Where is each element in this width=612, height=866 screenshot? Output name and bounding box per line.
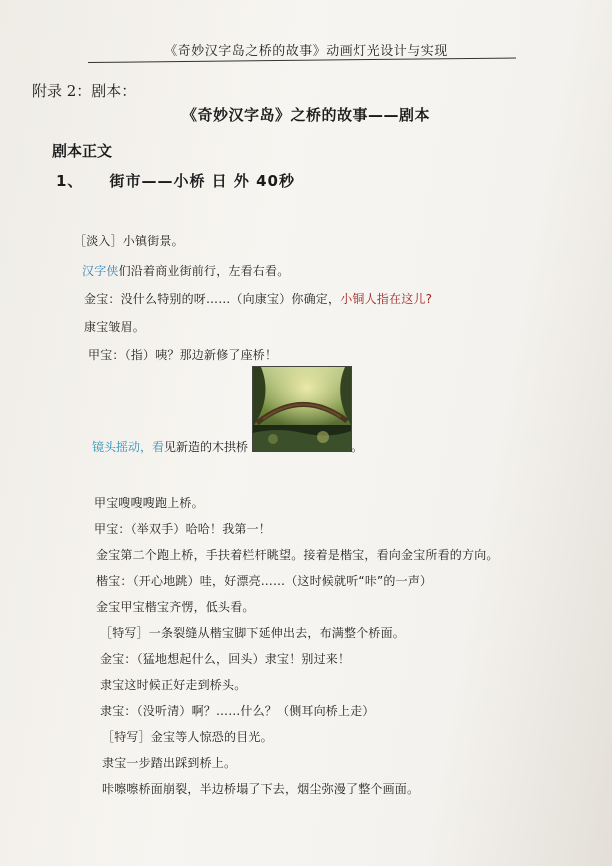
script-line: 隶宝一步踏出踩到桥上。: [102, 756, 237, 770]
script-line-text: 们沿着商业街前行，左看右看。: [118, 264, 290, 278]
highlighted-name: 汉字侠: [82, 264, 119, 278]
scene-text: 街市——小桥 日 外 40秒: [109, 172, 295, 190]
section-label: 剧本正文: [52, 142, 113, 160]
script-line-text: 金宝：没什么特别的呀……（向康宝）你确定，: [84, 292, 341, 306]
bridge-image-icon: [253, 367, 351, 451]
caption-text: 见新造的木拱桥: [164, 440, 249, 454]
highlighted-line: 小铜人指在这儿?: [340, 292, 433, 306]
script-line: 甲宝嗖嗖嗖跑上桥。: [94, 496, 204, 510]
script-line: 金宝第二个跑上桥，手扶着栏杆眺望。接着是楷宝，看向金宝所看的方向。: [96, 548, 499, 562]
running-header: 《奇妙汉字岛之桥的故事》动画灯光设计与实现: [164, 44, 448, 59]
scene-heading: [56, 170, 295, 191]
script-line: 咔嚓嚓桥面崩裂，半边桥塌了下去，烟尘弥漫了整个画面。: [102, 782, 420, 796]
script-line: 楷宝：（开心地跳）哇，好漂亮……（这时候就听“咔”的一声）: [96, 574, 433, 588]
caption-line: [92, 438, 248, 455]
script-line: ［特写］金宝等人惊恐的目光。: [102, 730, 273, 744]
highlighted-caption: 镜头摇动，看: [92, 440, 165, 454]
script-line: 甲宝：（举双手）哈哈！我第一！: [94, 522, 272, 536]
scene-number: 1、: [56, 172, 84, 190]
script-line: 金宝甲宝楷宝齐愣，低头看。: [96, 600, 255, 614]
script-line: [82, 262, 289, 279]
caption-period: 。: [351, 440, 364, 454]
script-line: [84, 290, 432, 307]
script-line: ［特写］一条裂缝从楷宝脚下延伸出去，布满整个桥面。: [100, 626, 406, 640]
script-line: 甲宝：（指）咦？那边新修了座桥！: [88, 348, 278, 362]
document-title: 《奇妙汉字岛》之桥的故事——剧本: [181, 106, 430, 124]
bridge-illustration: [252, 366, 352, 452]
script-line: 隶宝这时候正好走到桥头。: [100, 678, 247, 692]
appendix-label: 附录 2：剧本：: [32, 82, 137, 100]
script-line: 隶宝：（没听清）啊？……什么？（侧耳向桥上走）: [100, 704, 375, 718]
script-line: 康宝皱眉。: [84, 320, 146, 334]
script-line: ［淡入］小镇街景。: [74, 234, 184, 248]
script-line: 金宝：（猛地想起什么，回头）隶宝！别过来！: [100, 652, 351, 666]
